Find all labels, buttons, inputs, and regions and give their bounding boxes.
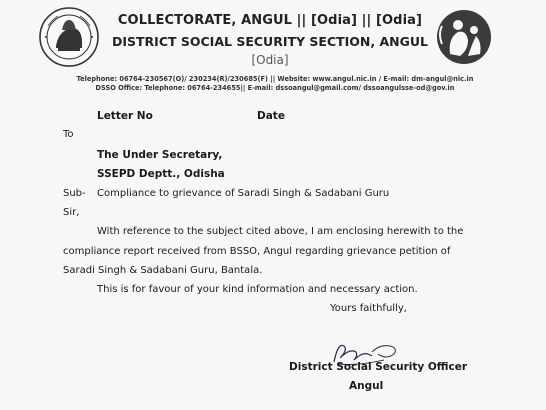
addressee-line-1: The Under Secretary,: [97, 149, 223, 161]
closing: Yours faithfully,: [330, 303, 407, 314]
signatory-title: District Social Security Officer: [289, 361, 468, 373]
office-title: COLLECTORATE, ANGUL || [Odia] || [Odia]: [117, 13, 423, 28]
salutation: Sir,: [63, 207, 80, 218]
date-label: Date: [257, 110, 285, 122]
addressee-line-2: SSEPD Deptt., Odisha: [97, 168, 225, 180]
subject-label: Sub-: [63, 188, 86, 199]
body-line-4: This is for favour of your kind information and necessary action.: [97, 284, 418, 295]
body-line-1: With reference to the subject cited above, I am enclosing herewith to the: [97, 226, 464, 237]
signatory-place: Angul: [349, 380, 384, 392]
section-title: DISTRICT SOCIAL SECURITY SECTION, ANGUL: [112, 34, 428, 49]
body-line-2: compliance report received from BSSO, Angul regarding grievance petition of: [63, 246, 451, 257]
odia-section-title: [Odia]: [251, 53, 289, 67]
contact-line-1: Telephone: 06764-230567(O)/ 230234(R)/230685(F) || Website: www.angul.nic.in / E-mail: dm-angul@nic.in: [76, 75, 474, 83]
contact-line-2: DSSO Office: Telephone: 06764-234655|| E-mail: dssoangul@gmail.com/ dssoangulsse-od@gov.in: [95, 84, 455, 92]
to-label: To: [63, 129, 74, 140]
letter-no-label: Letter No: [97, 110, 153, 122]
odisha-emblem-icon: [38, 6, 100, 68]
subject-text: Compliance to grievance of Saradi Singh & Sadabani Guru: [97, 188, 390, 199]
body-line-3: Saradi Singh & Sadabani Guru, Bantala.: [63, 265, 263, 276]
